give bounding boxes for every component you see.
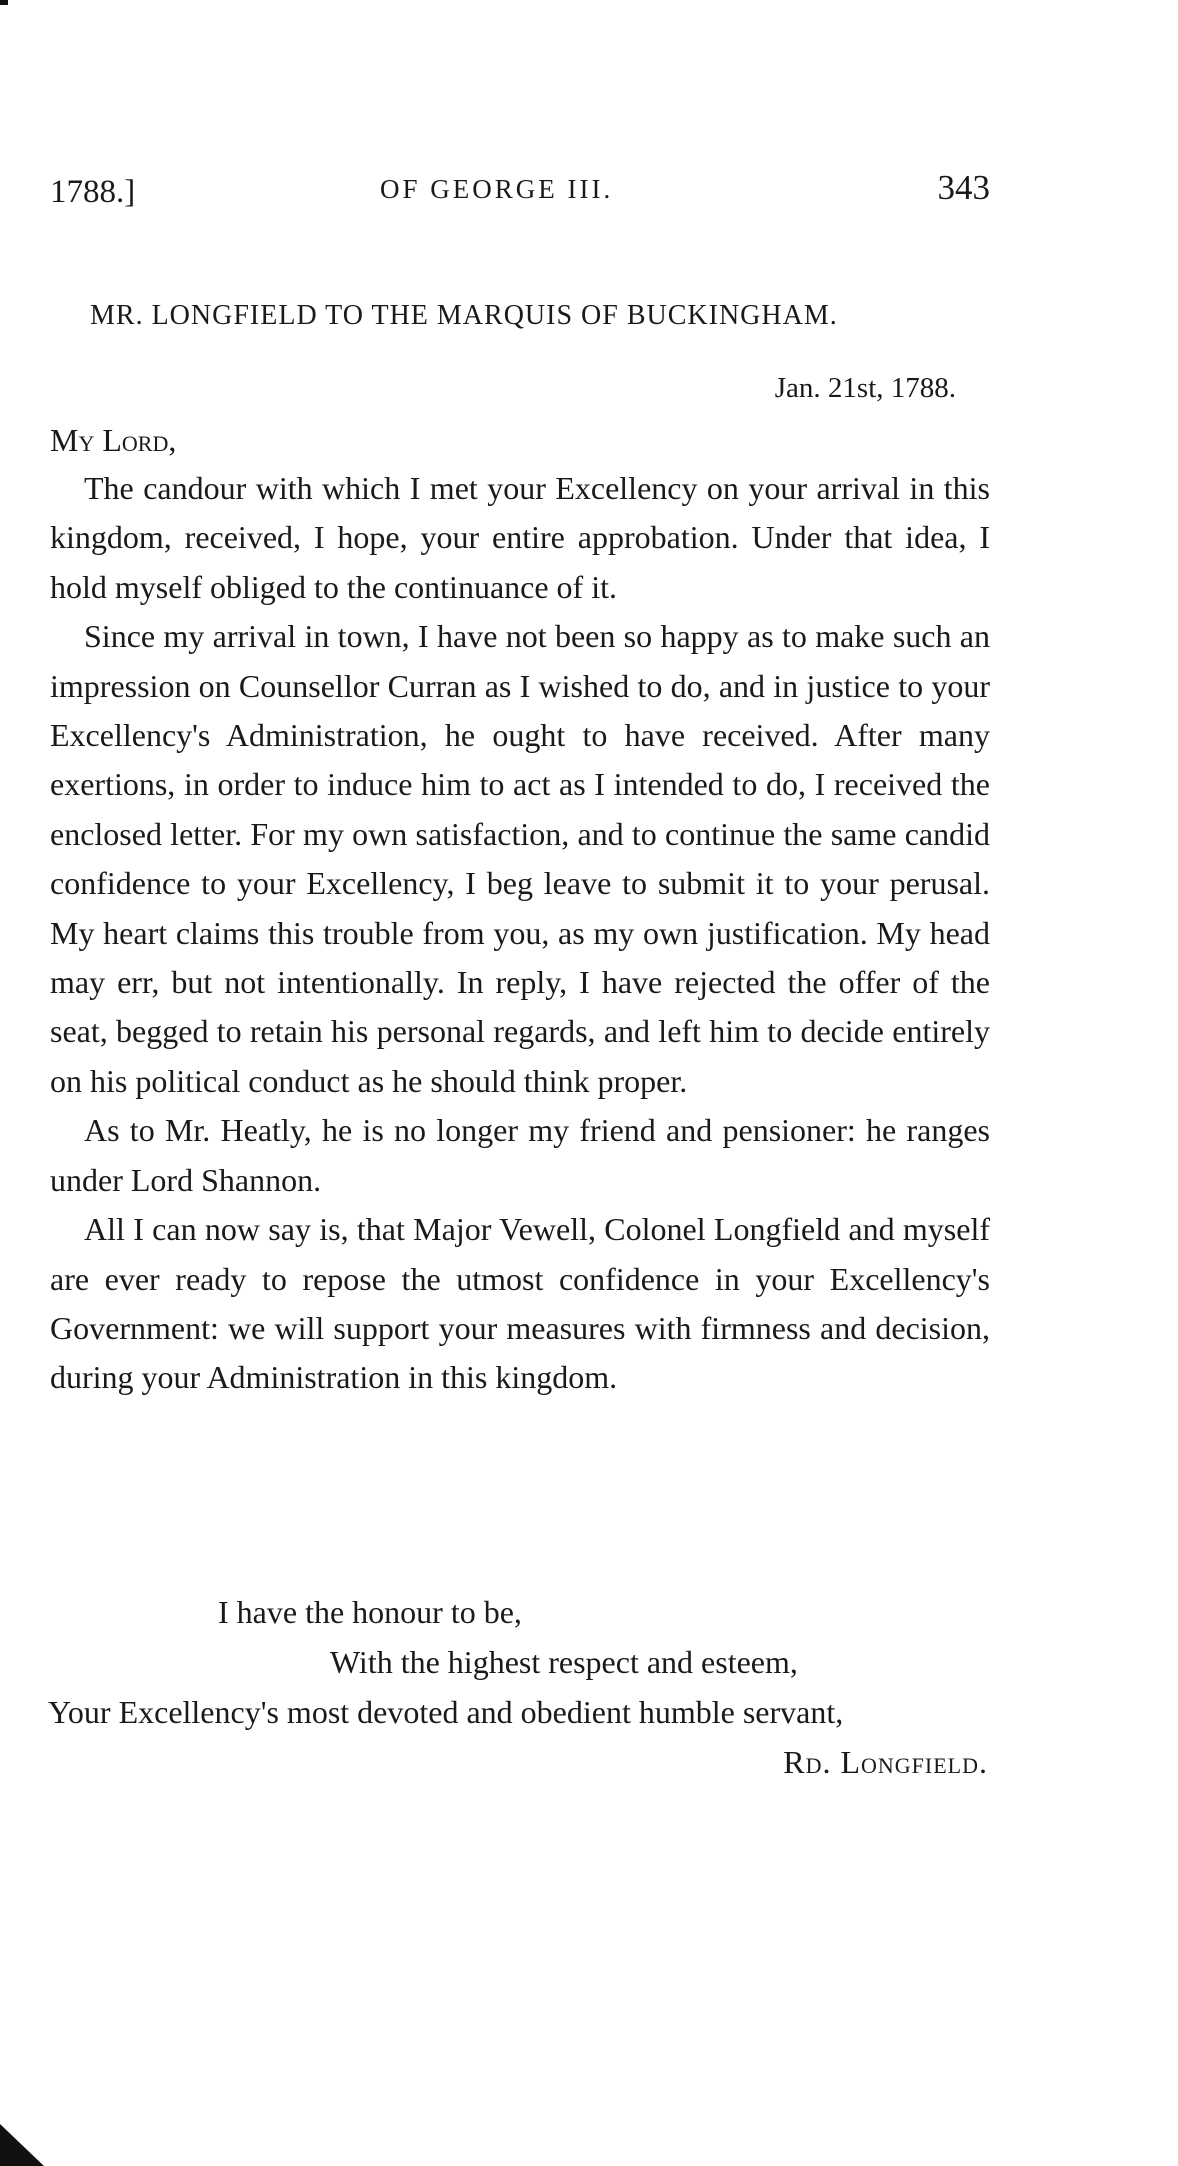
paragraph-1: The candour with which I met your Excellency on your arrival in this kingdom, received, I hope, your entire approbation. Under that idea, I hold myself obliged to the continuance of it.: [50, 470, 990, 605]
page-number: 343: [937, 168, 990, 207]
running-head: [50, 168, 990, 218]
paragraph-2: Since my arrival in town, I have not been so happy as to make such an impression on Counsellor Curran as I wished to do, and in justice to your Excellency's Administration, he ought to have received. After many exertions, in order to induce him to act as I intended to do, I received the enclosed letter. For my own satisfaction, and to continue the same candid confidence to your Excellency, I beg leave to submit it to your perusal. My heart claims this trouble from you, as my own justification. My head may err, but not intentionally. In reply, I have rejected the offer of the seat, begged to retain his personal regards, and left him to decide entirely on his political conduct as he should think proper.: [50, 618, 990, 1099]
running-head-year: 1788.]: [50, 174, 136, 210]
scan-corner-mark-top: [0, 0, 8, 5]
closing-line-3: Your Excellency's most devoted and obedient humble servant,: [48, 1694, 844, 1730]
closing-line-2: With the highest respect and esteem,: [330, 1644, 798, 1680]
letter-date: Jan. 21st, 1788.: [774, 372, 956, 404]
scan-corner-mark-bottom: [0, 2124, 44, 2166]
closing-line-1: I have the honour to be,: [218, 1594, 522, 1630]
salutation: My Lord,: [50, 422, 177, 458]
letter-heading: MR. LONGFIELD TO THE MARQUIS OF BUCKINGHAM.: [90, 300, 838, 331]
running-head-title: OF GEORGE III.: [380, 174, 614, 204]
letter-body: [50, 464, 990, 1403]
paragraph-4: All I can now say is, that Major Vewell, Colonel Longfield and myself are ever ready to repose the utmost confidence in your Excellency's Government: we will support your measures with firmness and decision, during your Administration in this kingdom.: [50, 1211, 990, 1396]
paragraph-3: As to Mr. Heatly, he is no longer my friend and pensioner: he ranges under Lord Shannon.: [50, 1112, 990, 1198]
signature: Rd. Longfield.: [783, 1744, 988, 1780]
